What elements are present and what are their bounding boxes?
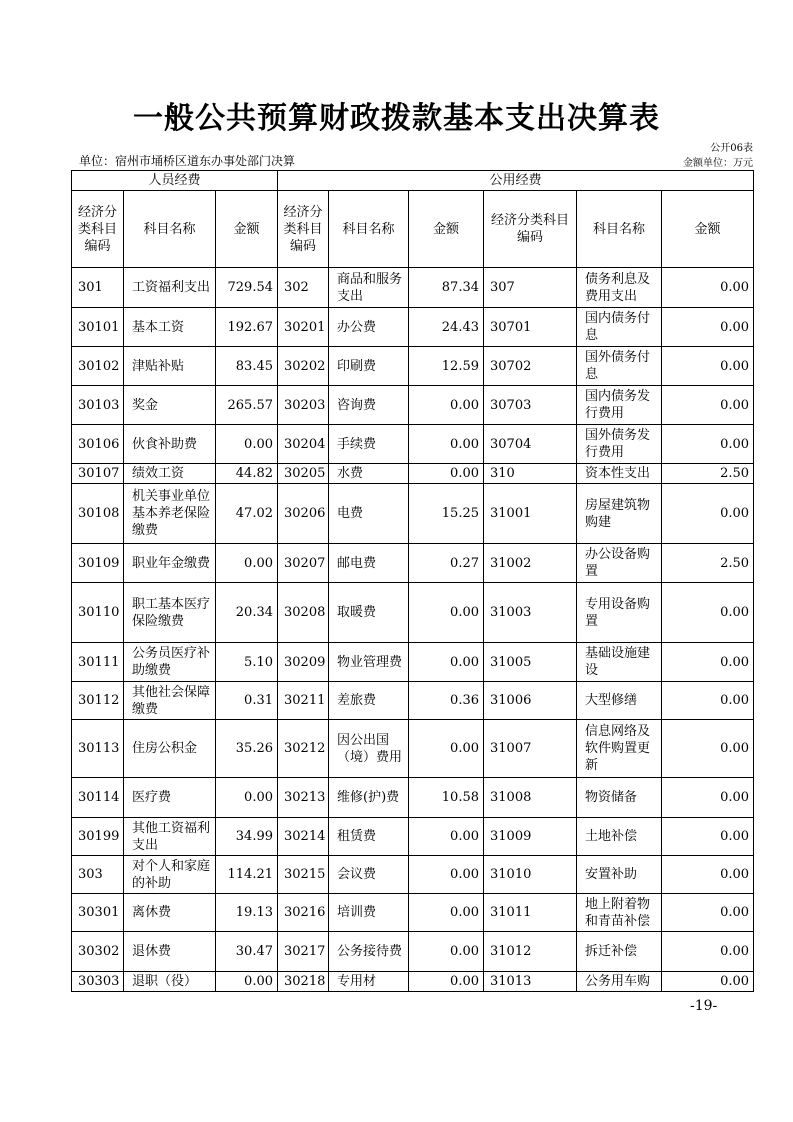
amount-cell: 0.00 bbox=[409, 720, 484, 778]
econ-code-cell: 30101 bbox=[72, 308, 124, 347]
item-name-cell: 职业年金缴费 bbox=[124, 544, 216, 583]
unit-label: 单位：宿州市埇桥区道东办事处部门决算 bbox=[79, 154, 296, 168]
econ-code-cell: 30103 bbox=[72, 386, 124, 425]
page-number: -19- bbox=[690, 998, 718, 1014]
amount-cell: 0.00 bbox=[409, 818, 484, 856]
item-name-cell: 信息网络及软件购置更新 bbox=[577, 720, 662, 778]
item-name-cell: 职工基本医疗保险缴费 bbox=[124, 583, 216, 643]
amount-cell: 0.00 bbox=[662, 425, 754, 464]
item-name-cell: 维修(护)费 bbox=[329, 778, 409, 818]
item-name-cell: 津贴补贴 bbox=[124, 347, 216, 386]
item-name-cell: 国内债务付息 bbox=[577, 308, 662, 347]
amount-cell: 0.00 bbox=[409, 425, 484, 464]
item-name-cell: 专用材 bbox=[329, 972, 409, 992]
econ-code-cell: 30303 bbox=[72, 972, 124, 992]
item-name-cell: 咨询费 bbox=[329, 386, 409, 425]
econ-code-cell: 31013 bbox=[484, 972, 577, 992]
item-name-cell: 退休费 bbox=[124, 932, 216, 972]
amount-cell: 19.13 bbox=[216, 894, 278, 932]
econ-code-cell: 30704 bbox=[484, 425, 577, 464]
item-name-cell: 土地补偿 bbox=[577, 818, 662, 856]
amount-cell: 192.67 bbox=[216, 308, 278, 347]
amount-cell: 0.00 bbox=[662, 308, 754, 347]
amount-cell: 5.10 bbox=[216, 643, 278, 682]
item-name-cell: 培训费 bbox=[329, 894, 409, 932]
table-row bbox=[72, 425, 754, 464]
econ-code-cell: 30212 bbox=[278, 720, 329, 778]
table-row bbox=[72, 818, 754, 856]
econ-code-cell: 30113 bbox=[72, 720, 124, 778]
amount-cell: 0.36 bbox=[409, 682, 484, 720]
item-name-cell: 邮电费 bbox=[329, 544, 409, 583]
econ-code-cell: 31003 bbox=[484, 583, 577, 643]
amount-cell: 0.00 bbox=[216, 972, 278, 992]
header-cell: 科目名称 bbox=[577, 191, 662, 268]
item-name-cell: 房屋建筑物购建 bbox=[577, 484, 662, 544]
amount-cell: 2.50 bbox=[662, 544, 754, 583]
item-name-cell: 机关事业单位基本养老保险缴费 bbox=[124, 484, 216, 544]
econ-code-cell: 310 bbox=[484, 464, 577, 484]
econ-code-cell: 30301 bbox=[72, 894, 124, 932]
econ-code-cell: 30208 bbox=[278, 583, 329, 643]
amount-cell: 0.00 bbox=[409, 643, 484, 682]
item-name-cell: 债务利息及费用支出 bbox=[577, 268, 662, 308]
econ-code-cell: 31011 bbox=[484, 894, 577, 932]
table-row bbox=[72, 643, 754, 682]
amount-cell: 0.00 bbox=[216, 778, 278, 818]
item-name-cell: 手续费 bbox=[329, 425, 409, 464]
item-name-cell: 对个人和家庭的补助 bbox=[124, 856, 216, 894]
table-row bbox=[72, 778, 754, 818]
table-row bbox=[72, 268, 754, 308]
amount-cell: 12.59 bbox=[409, 347, 484, 386]
table-row bbox=[72, 972, 754, 992]
item-name-cell: 水费 bbox=[329, 464, 409, 484]
amount-cell: 0.00 bbox=[662, 856, 754, 894]
amount-cell: 0.00 bbox=[409, 856, 484, 894]
group-header-public: 公用经费 bbox=[278, 171, 754, 191]
amount-cell: 0.00 bbox=[409, 932, 484, 972]
amount-cell: 15.25 bbox=[409, 484, 484, 544]
table-row bbox=[72, 308, 754, 347]
header-cell: 金额 bbox=[662, 191, 754, 268]
econ-code-cell: 30107 bbox=[72, 464, 124, 484]
amount-cell: 0.00 bbox=[662, 268, 754, 308]
item-name-cell: 绩效工资 bbox=[124, 464, 216, 484]
item-name-cell: 国外债务发行费用 bbox=[577, 425, 662, 464]
econ-code-cell: 30110 bbox=[72, 583, 124, 643]
econ-code-cell: 30701 bbox=[484, 308, 577, 347]
table-row bbox=[72, 583, 754, 643]
amount-cell: 24.43 bbox=[409, 308, 484, 347]
group-header-personnel: 人员经费 bbox=[72, 171, 278, 191]
econ-code-cell: 30111 bbox=[72, 643, 124, 682]
table-row bbox=[72, 464, 754, 484]
econ-code-cell: 30209 bbox=[278, 643, 329, 682]
item-name-cell: 取暖费 bbox=[329, 583, 409, 643]
econ-code-cell: 30702 bbox=[484, 347, 577, 386]
amount-cell: 0.00 bbox=[662, 347, 754, 386]
amount-cell: 0.00 bbox=[662, 778, 754, 818]
amount-cell: 0.00 bbox=[662, 818, 754, 856]
amount-cell: 0.00 bbox=[662, 894, 754, 932]
item-name-cell: 奖金 bbox=[124, 386, 216, 425]
econ-code-cell: 30112 bbox=[72, 682, 124, 720]
item-name-cell: 因公出国（境）费用 bbox=[329, 720, 409, 778]
econ-code-cell: 30204 bbox=[278, 425, 329, 464]
amount-cell: 0.31 bbox=[216, 682, 278, 720]
econ-code-cell: 30218 bbox=[278, 972, 329, 992]
amount-cell: 44.82 bbox=[216, 464, 278, 484]
item-name-cell: 印刷费 bbox=[329, 347, 409, 386]
econ-code-cell: 31007 bbox=[484, 720, 577, 778]
money-unit-label: 金额单位：万元 bbox=[683, 158, 753, 169]
econ-code-cell: 31012 bbox=[484, 932, 577, 972]
amount-cell: 0.00 bbox=[662, 932, 754, 972]
amount-cell: 10.58 bbox=[409, 778, 484, 818]
amount-cell: 35.26 bbox=[216, 720, 278, 778]
item-name-cell: 租赁费 bbox=[329, 818, 409, 856]
item-name-cell: 其他社会保障缴费 bbox=[124, 682, 216, 720]
econ-code-cell: 30201 bbox=[278, 308, 329, 347]
item-name-cell: 办公设备购置 bbox=[577, 544, 662, 583]
econ-code-cell: 30206 bbox=[278, 484, 329, 544]
amount-cell: 0.00 bbox=[662, 972, 754, 992]
table-row bbox=[72, 720, 754, 778]
item-name-cell: 住房公积金 bbox=[124, 720, 216, 778]
econ-code-cell: 30214 bbox=[278, 818, 329, 856]
econ-code-cell: 30202 bbox=[278, 347, 329, 386]
amount-cell: 2.50 bbox=[662, 464, 754, 484]
amount-cell: 0.00 bbox=[409, 464, 484, 484]
econ-code-cell: 30703 bbox=[484, 386, 577, 425]
econ-code-cell: 31010 bbox=[484, 856, 577, 894]
econ-code-cell: 307 bbox=[484, 268, 577, 308]
amount-cell: 0.00 bbox=[662, 643, 754, 682]
header-cell: 科目名称 bbox=[329, 191, 409, 268]
econ-code-cell: 302 bbox=[278, 268, 329, 308]
table-row bbox=[72, 347, 754, 386]
item-name-cell: 地上附着物和青苗补偿 bbox=[577, 894, 662, 932]
amount-cell: 0.27 bbox=[409, 544, 484, 583]
amount-cell: 87.34 bbox=[409, 268, 484, 308]
econ-code-cell: 30109 bbox=[72, 544, 124, 583]
item-name-cell: 物业管理费 bbox=[329, 643, 409, 682]
econ-code-cell: 31002 bbox=[484, 544, 577, 583]
item-name-cell: 办公费 bbox=[329, 308, 409, 347]
amount-cell: 0.00 bbox=[409, 894, 484, 932]
header-cell: 经济分类科目编码 bbox=[278, 191, 329, 268]
econ-code-cell: 30199 bbox=[72, 818, 124, 856]
amount-cell: 0.00 bbox=[216, 544, 278, 583]
table-row bbox=[72, 386, 754, 425]
econ-code-cell: 30108 bbox=[72, 484, 124, 544]
table-row bbox=[72, 484, 754, 544]
econ-code-cell: 30203 bbox=[278, 386, 329, 425]
amount-cell: 83.45 bbox=[216, 347, 278, 386]
item-name-cell: 专用设备购置 bbox=[577, 583, 662, 643]
econ-code-cell: 31005 bbox=[484, 643, 577, 682]
amount-cell: 20.34 bbox=[216, 583, 278, 643]
amount-cell: 0.00 bbox=[662, 682, 754, 720]
item-name-cell: 电费 bbox=[329, 484, 409, 544]
item-name-cell: 公务用车购 bbox=[577, 972, 662, 992]
econ-code-cell: 30114 bbox=[72, 778, 124, 818]
amount-cell: 265.57 bbox=[216, 386, 278, 425]
econ-code-cell: 31006 bbox=[484, 682, 577, 720]
item-name-cell: 差旅费 bbox=[329, 682, 409, 720]
item-name-cell: 安置补助 bbox=[577, 856, 662, 894]
item-name-cell: 国内债务发行费用 bbox=[577, 386, 662, 425]
econ-code-cell: 31009 bbox=[484, 818, 577, 856]
econ-code-cell: 31001 bbox=[484, 484, 577, 544]
item-name-cell: 医疗费 bbox=[124, 778, 216, 818]
amount-cell: 0.00 bbox=[216, 425, 278, 464]
item-name-cell: 物资储备 bbox=[577, 778, 662, 818]
econ-code-cell: 30213 bbox=[278, 778, 329, 818]
econ-code-cell: 30211 bbox=[278, 682, 329, 720]
table-row bbox=[72, 544, 754, 583]
amount-cell: 30.47 bbox=[216, 932, 278, 972]
amount-cell: 0.00 bbox=[409, 386, 484, 425]
amount-cell: 0.00 bbox=[409, 583, 484, 643]
econ-code-cell: 30102 bbox=[72, 347, 124, 386]
table-row bbox=[72, 856, 754, 894]
amount-cell: 114.21 bbox=[216, 856, 278, 894]
item-name-cell: 退职（役） bbox=[124, 972, 216, 992]
econ-code-cell: 30217 bbox=[278, 932, 329, 972]
econ-code-cell: 30207 bbox=[278, 544, 329, 583]
item-name-cell: 拆迁补偿 bbox=[577, 932, 662, 972]
item-name-cell: 会议费 bbox=[329, 856, 409, 894]
item-name-cell: 基本工资 bbox=[124, 308, 216, 347]
header-cell: 经济分类科目编码 bbox=[72, 191, 124, 268]
econ-code-cell: 301 bbox=[72, 268, 124, 308]
item-name-cell: 资本性支出 bbox=[577, 464, 662, 484]
econ-code-cell: 30216 bbox=[278, 894, 329, 932]
econ-code-cell: 31008 bbox=[484, 778, 577, 818]
expenditure-table bbox=[71, 170, 754, 992]
amount-cell: 34.99 bbox=[216, 818, 278, 856]
item-name-cell: 商品和服务支出 bbox=[329, 268, 409, 308]
form-number: 公开06表 bbox=[710, 143, 753, 154]
header-cell: 经济分类科目编码 bbox=[484, 191, 577, 268]
item-name-cell: 公务接待费 bbox=[329, 932, 409, 972]
item-name-cell: 离休费 bbox=[124, 894, 216, 932]
header-cell: 金额 bbox=[409, 191, 484, 268]
econ-code-cell: 30205 bbox=[278, 464, 329, 484]
item-name-cell: 伙食补助费 bbox=[124, 425, 216, 464]
table-row bbox=[72, 894, 754, 932]
header-cell: 金额 bbox=[216, 191, 278, 268]
amount-cell: 0.00 bbox=[662, 386, 754, 425]
amount-cell: 729.54 bbox=[216, 268, 278, 308]
item-name-cell: 基础设施建设 bbox=[577, 643, 662, 682]
amount-cell: 47.02 bbox=[216, 484, 278, 544]
econ-code-cell: 30302 bbox=[72, 932, 124, 972]
item-name-cell: 大型修缮 bbox=[577, 682, 662, 720]
econ-code-cell: 30215 bbox=[278, 856, 329, 894]
amount-cell: 0.00 bbox=[662, 484, 754, 544]
table-row bbox=[72, 932, 754, 972]
table-row bbox=[72, 682, 754, 720]
item-name-cell: 工资福利支出 bbox=[124, 268, 216, 308]
item-name-cell: 公务员医疗补助缴费 bbox=[124, 643, 216, 682]
amount-cell: 0.00 bbox=[409, 972, 484, 992]
header-cell: 科目名称 bbox=[124, 191, 216, 268]
item-name-cell: 国外债务付息 bbox=[577, 347, 662, 386]
page-title: 一般公共预算财政拨款基本支出决算表 bbox=[133, 101, 660, 136]
econ-code-cell: 303 bbox=[72, 856, 124, 894]
item-name-cell: 其他工资福利支出 bbox=[124, 818, 216, 856]
amount-cell: 0.00 bbox=[662, 720, 754, 778]
econ-code-cell: 30106 bbox=[72, 425, 124, 464]
amount-cell: 0.00 bbox=[662, 583, 754, 643]
